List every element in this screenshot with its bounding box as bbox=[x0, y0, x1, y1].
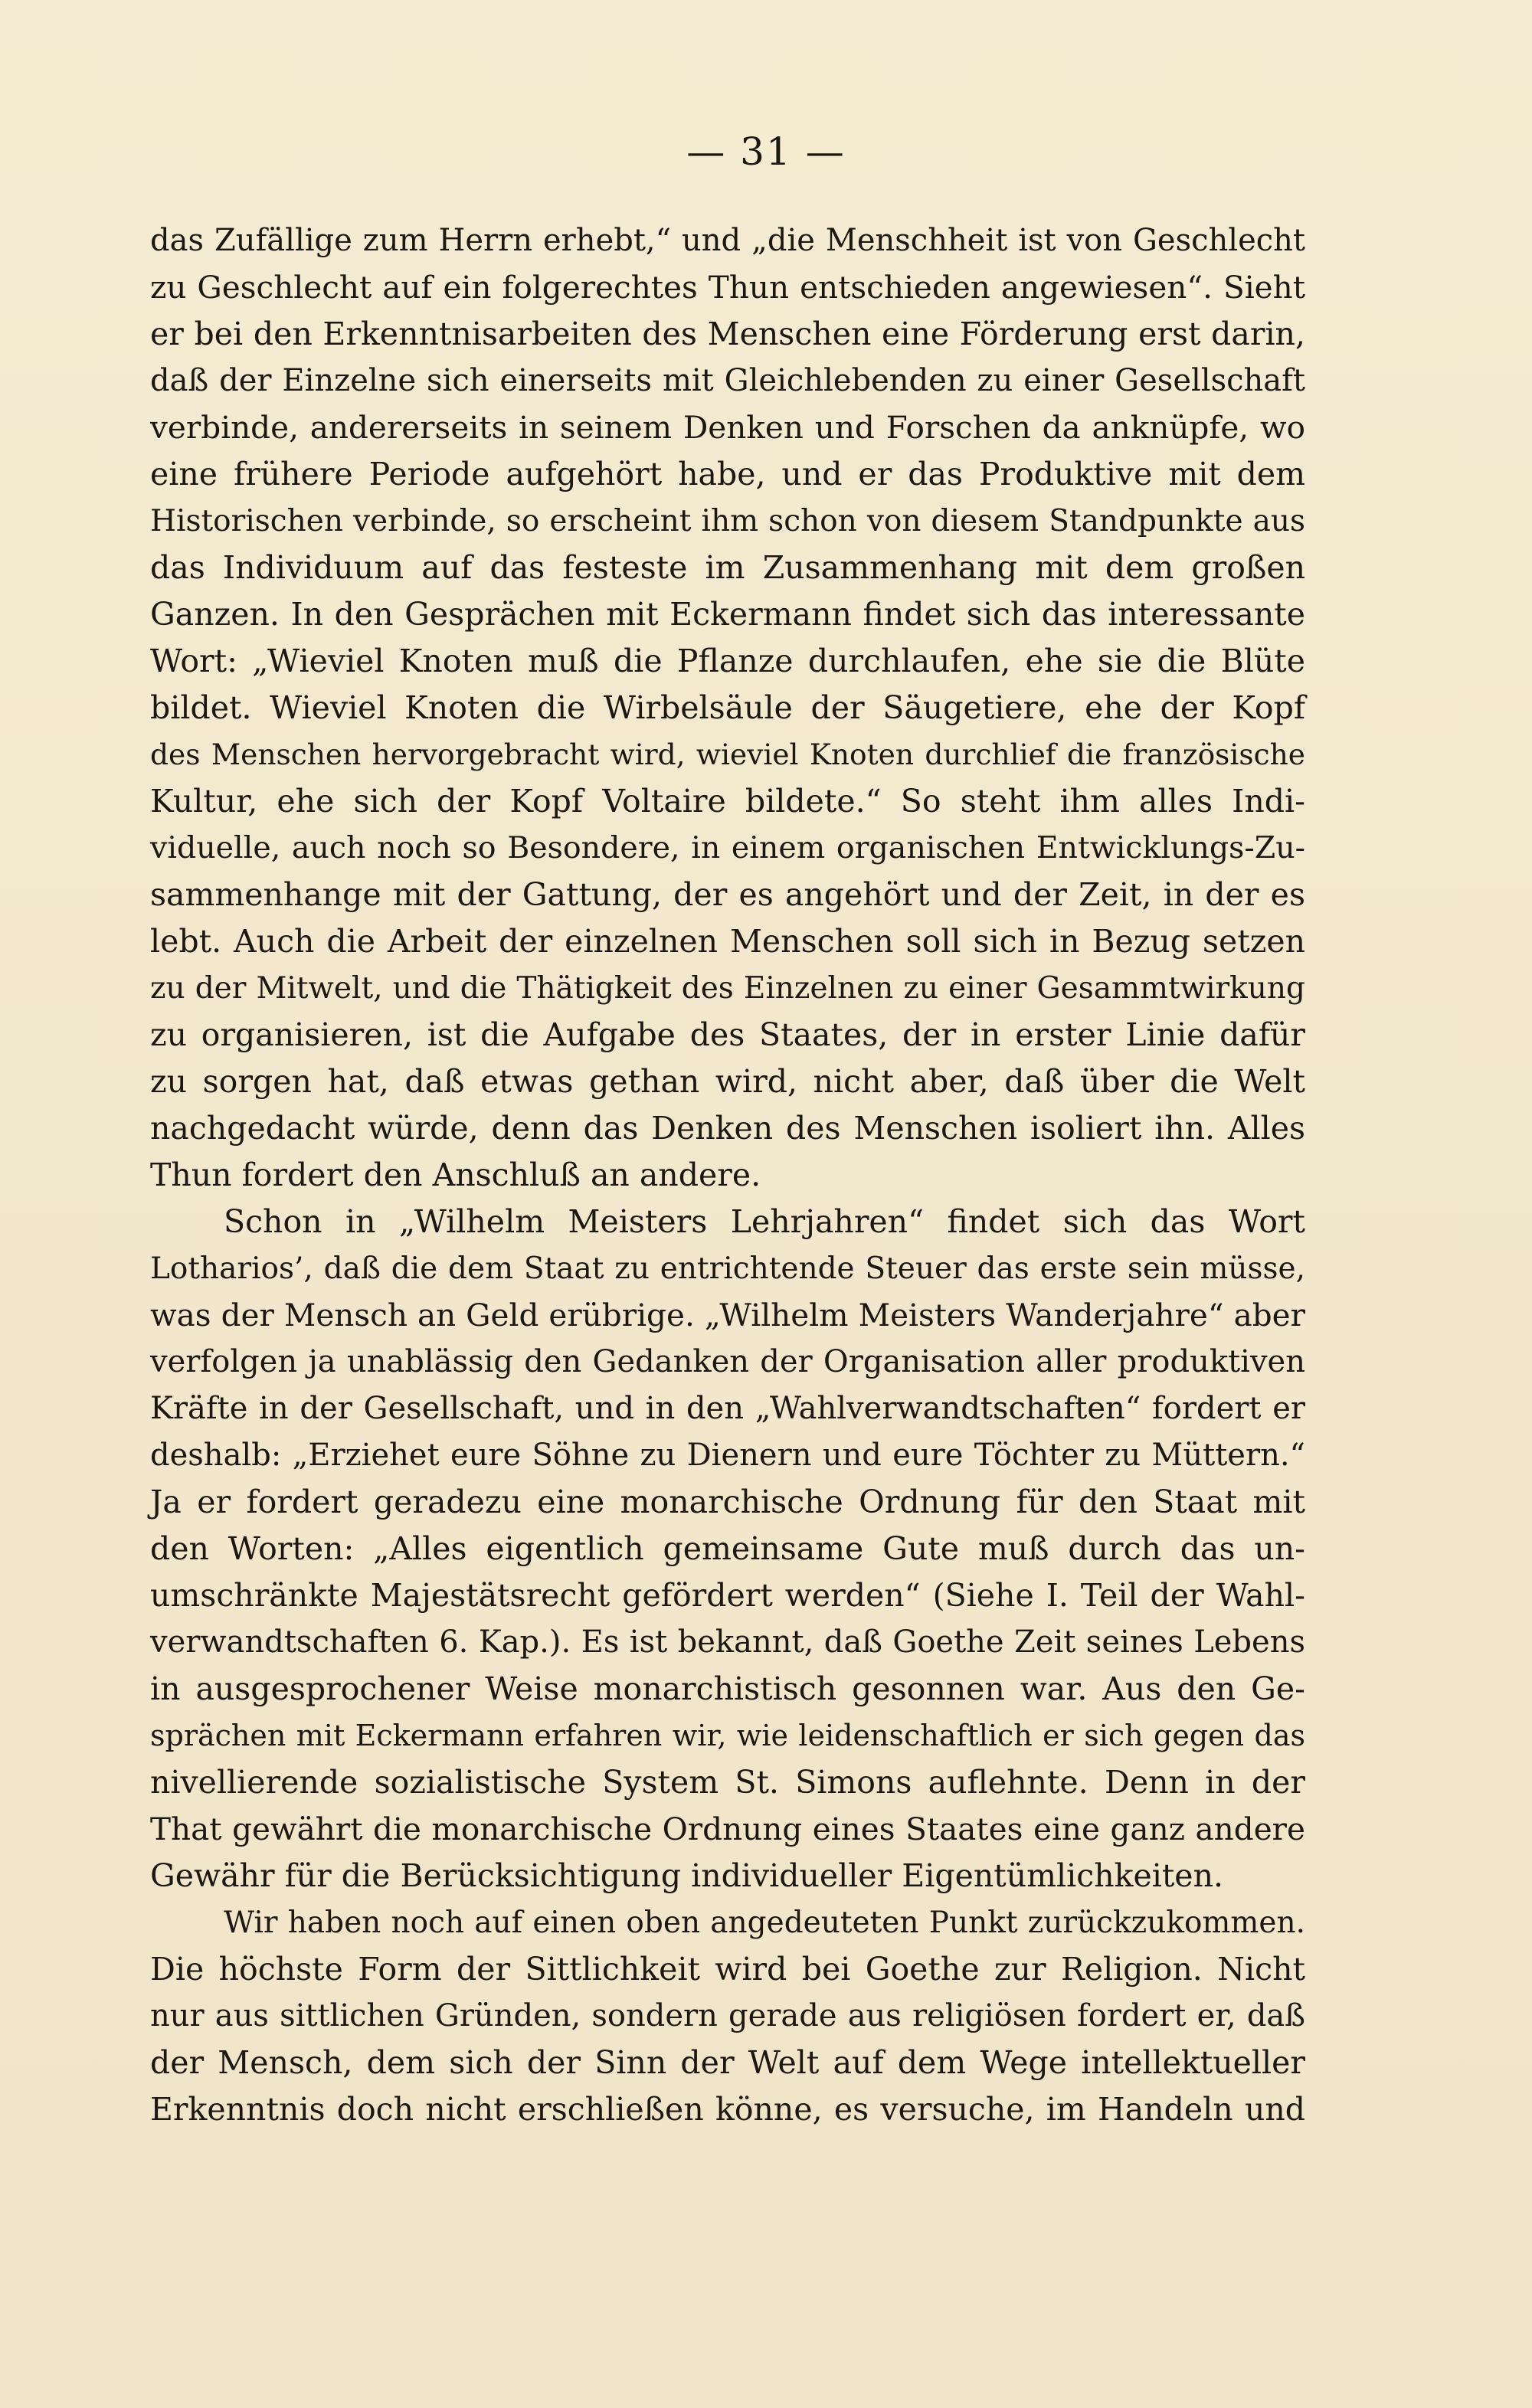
text-line: in ausgesprochener Weise monarchistisch gesonnen war. Aus den Ge- bbox=[150, 1670, 1305, 1707]
text-line: umschränkte Majestätsrecht gefördert werden“ (Siehe I. Teil der Wahl- bbox=[150, 1577, 1305, 1614]
text-line: Gewähr für die Berücksichtigung individueller Eigentümlichkeiten. bbox=[150, 1857, 1224, 1894]
text-line: zu der Mitwelt, und die Thätigkeit des Einzelnen zu einer Gesammtwirkung bbox=[150, 971, 1305, 1006]
text-line: des Menschen hervorgebracht wird, wieviel Knoten durchlief die französische bbox=[150, 738, 1305, 771]
text-line: Schon in „Wilhelm Meisters Lehrjahren“ findet sich das Wort bbox=[224, 1203, 1305, 1240]
text-line: zu Geschlecht auf ein folgerechtes Thun entschieden angewiesen“. Sieht bbox=[150, 269, 1305, 306]
paragraph-2 bbox=[150, 1199, 1305, 1899]
paragraph-1 bbox=[150, 218, 1305, 1199]
text-line: lebt. Auch die Arbeit der einzelnen Menschen soll sich in Bezug setzen bbox=[150, 923, 1305, 960]
text-line: viduelle, auch noch so Besondere, in einem organischen Entwicklungs-Zu- bbox=[150, 830, 1305, 865]
text-line: Historischen verbinde, so erscheint ihm schon von diesem Standpunkte aus bbox=[150, 504, 1305, 538]
text-line: sprächen mit Eckermann erfahren wir, wie leidenschaftlich er sich gegen das bbox=[150, 1719, 1305, 1752]
text-line: daß der Einzelne sich einerseits mit Gleichlebenden zu einer Gesellschaft bbox=[150, 363, 1305, 398]
text-line: zu organisieren, ist die Aufgabe des Staates, der in erster Linie dafür bbox=[150, 1016, 1305, 1053]
text-line: eine frühere Periode aufgehört habe, und er das Produktive mit dem bbox=[150, 456, 1305, 492]
text-line: Die höchste Form der Sittlichkeit wird bei Goethe zur Religion. Nicht bbox=[150, 1951, 1305, 1988]
text-line: er bei den Erkenntnisarbeiten des Menschen eine Förderung erst darin, bbox=[150, 316, 1305, 352]
text-line: nur aus sittlichen Gründen, sondern gerade aus religiösen fordert er, daß bbox=[150, 1998, 1305, 2033]
body-text bbox=[150, 218, 1305, 2133]
text-line: deshalb: „Erziehet eure Söhne zu Dienern und eure Töchter zu Müttern.“ bbox=[150, 1438, 1305, 1473]
text-line: verfolgen ja unablässig den Gedanken der Organisation aller produktiven bbox=[150, 1344, 1305, 1379]
text-line: Thun fordert den Anschluß an andere. bbox=[150, 1157, 761, 1193]
text-line: der Mensch, dem sich der Sinn der Welt auf dem Wege intellektueller bbox=[150, 2044, 1305, 2081]
text-line: zu sorgen hat, daß etwas gethan wird, nicht aber, daß über die Welt bbox=[150, 1063, 1305, 1100]
text-line: Lotharios’, daß die dem Staat zu entrichtende Steuer das erste sein müsse, bbox=[150, 1251, 1305, 1286]
text-line: bildet. Wieviel Knoten die Wirbelsäule der Säugetiere, ehe der Kopf bbox=[150, 689, 1305, 726]
text-line: verwandtschaften 6. Kap.). Es ist bekannt, daß Goethe Zeit seines Lebens bbox=[150, 1624, 1305, 1660]
text-line: das Zufällige zum Herrn erhebt,“ und „die Menschheit ist von Geschlecht bbox=[150, 223, 1305, 258]
text-line: sammenhange mit der Gattung, der es angehört und der Zeit, in der es bbox=[150, 876, 1305, 913]
page-number: — 31 — bbox=[686, 129, 846, 174]
text-line: den Worten: „Alles eigentlich gemeinsame Gute muß durch das un- bbox=[150, 1530, 1305, 1567]
text-line: Ja er fordert geradezu eine monarchische Ordnung für den Staat mit bbox=[150, 1484, 1305, 1520]
text-line: Ganzen. In den Gesprächen mit Eckermann findet sich das interessante bbox=[150, 596, 1305, 633]
text-line: was der Mensch an Geld erübrige. „Wilhelm Meisters Wanderjahre“ aber bbox=[150, 1297, 1305, 1333]
text-line: nachgedacht würde, denn das Denken des Menschen isoliert ihn. Alles bbox=[150, 1110, 1305, 1147]
paragraph-3 bbox=[150, 1899, 1305, 2133]
text-line: Kräfte in der Gesellschaft, und in den „Wahlverwandtschaften“ fordert er bbox=[150, 1391, 1305, 1426]
text-line: das Individuum auf das festeste im Zusammenhang mit dem großen bbox=[150, 549, 1305, 586]
text-line: Kultur, ehe sich der Kopf Voltaire bildete.“ So steht ihm alles Indi- bbox=[150, 783, 1305, 820]
text-line: That gewährt die monarchische Ordnung eines Staates eine ganz andere bbox=[150, 1811, 1305, 1847]
text-line: verbinde, andererseits in seinem Denken und Forschen da anknüpfe, wo bbox=[150, 409, 1305, 446]
text-line: nivellierende sozialistische System St. Simons auflehnte. Denn in der bbox=[150, 1764, 1305, 1801]
text-line: Wir haben noch auf einen oben angedeuteten Punkt zurückzukommen. bbox=[224, 1906, 1305, 1940]
text-line: Erkenntnis doch nicht erschließen könne, es versuche, im Handeln und bbox=[150, 2091, 1305, 2128]
text-line: Wort: „Wieviel Knoten muß die Pflanze durchlaufen, ehe sie die Blüte bbox=[150, 643, 1305, 679]
